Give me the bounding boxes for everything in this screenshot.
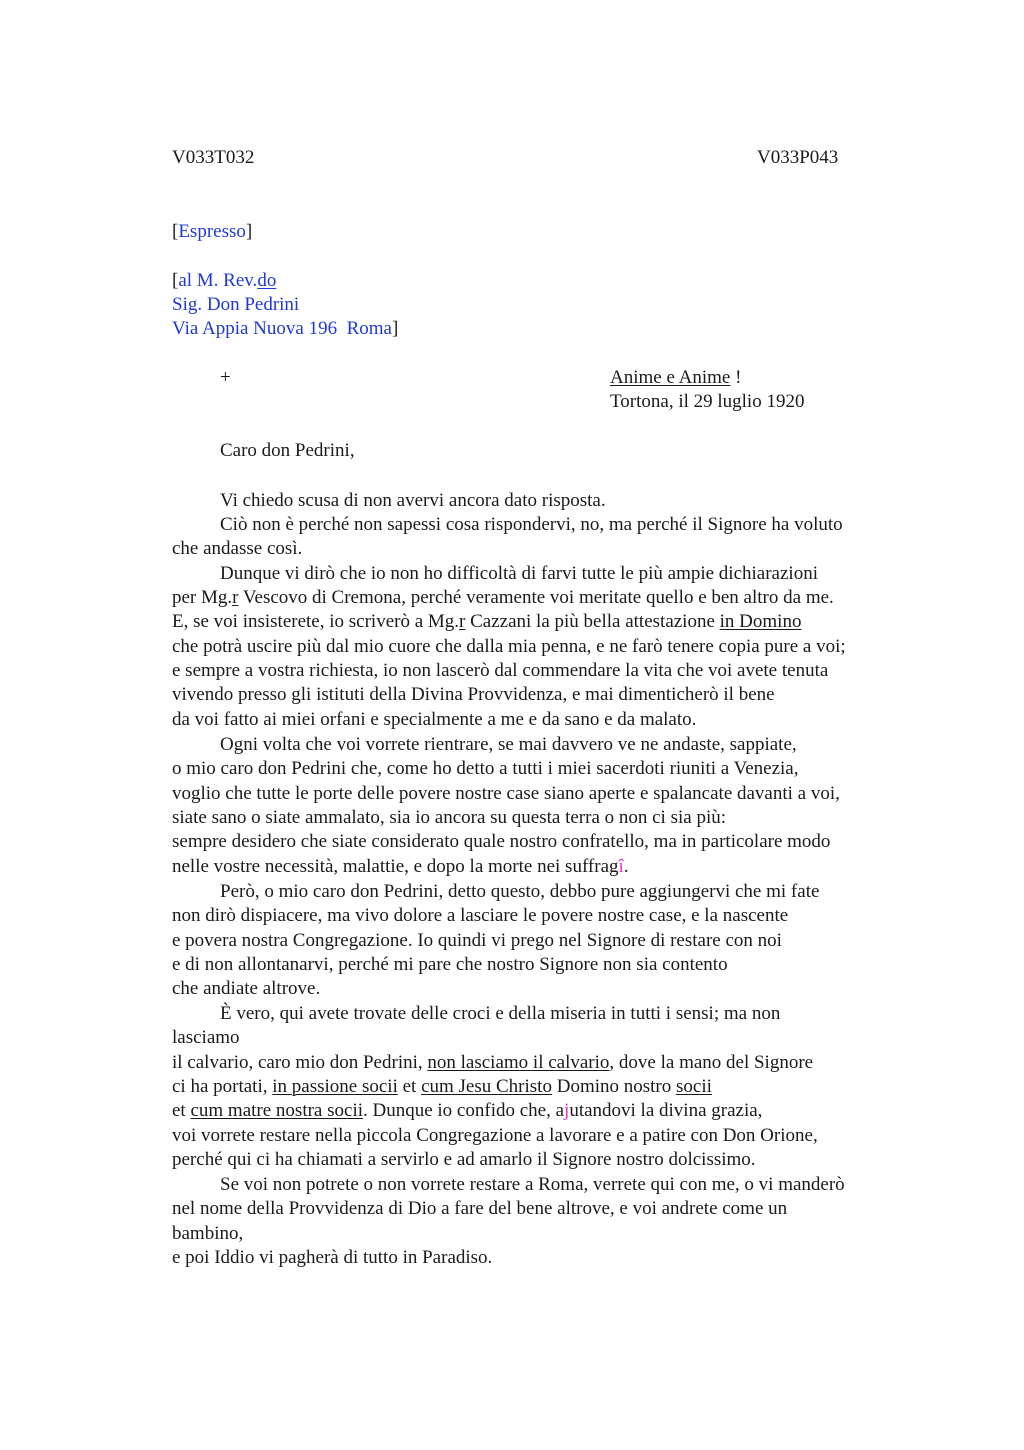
- body-line: nelle vostre necessità, malattie, e dopo la morte nei suffragî.: [172, 856, 629, 877]
- body-line: Se voi non potrete o non vorrete restare a Roma, verrete qui con me, o vi manderò: [220, 1174, 845, 1195]
- body-line: ci ha portati, in passione socii et cum Jesu Christo Domino nostro socii: [172, 1076, 712, 1097]
- salutation: Caro don Pedrini,: [220, 440, 355, 461]
- body-line: e di non allontanarvi, perché mi pare che nostro Signore non sia contento: [172, 954, 728, 975]
- body-line: Ogni volta che voi vorrete rientrare, se mai davvero ve ne andaste, sappiate,: [220, 734, 797, 755]
- cross-symbol: +: [220, 367, 231, 388]
- body-line: da voi fatto ai miei orfani e specialmente a me e da sano e da malato.: [172, 709, 697, 730]
- body-line: bambino,: [172, 1223, 244, 1244]
- document-code-left: V033T032: [172, 147, 255, 168]
- body-line: non dirò dispiacere, ma vivo dolore a lasciare le povere nostre case, e la nascente: [172, 905, 789, 926]
- body-line: nel nome della Provvidenza di Dio a fare del bene altrove, e voi andrete come un: [172, 1198, 788, 1219]
- document-code-right: V033P043: [757, 147, 839, 168]
- body-line: et cum matre nostra socii. Dunque io confido che, ajutandovi la divina grazia,: [172, 1100, 763, 1121]
- body-line: e sempre a vostra richiesta, io non lascerò dal commendare la vita che voi avete tenuta: [172, 660, 829, 681]
- body-line: e povera nostra Congregazione. Io quindi vi prego nel Signore di restare con noi: [172, 930, 782, 951]
- body-line: Ciò non è perché non sapessi cosa rispondervi, no, ma perché il Signore ha voluto: [220, 514, 843, 535]
- body-line: voglio che tutte le porte delle povere nostre case siano aperte e spalancate davanti a voi,: [172, 783, 840, 804]
- place-date: Tortona, il 29 luglio 1920: [610, 391, 805, 412]
- body-line: E, se voi insisterete, io scriverò a Mg.r Cazzani la più bella attestazione in Domino: [172, 611, 802, 632]
- address-line-2: Sig. Don Pedrini: [172, 294, 300, 315]
- body-line: che andiate altrove.: [172, 978, 321, 999]
- body-line: vivendo presso gli istituti della Divina Provvidenza, e mai dimenticherò il bene: [172, 684, 775, 705]
- body-line: il calvario, caro mio don Pedrini, non lasciamo il calvario, dove la mano del Signore: [172, 1052, 814, 1073]
- body-line: per Mg.r Vescovo di Cremona, perché veramente voi meritate quello e ben altro da me.: [172, 587, 834, 608]
- body-line: lasciamo: [172, 1027, 240, 1048]
- address-line-3: Via Appia Nuova 196 Roma]: [172, 318, 399, 339]
- body-line: e poi Iddio vi pagherà di tutto in Paradiso.: [172, 1247, 493, 1268]
- body-line: perché qui ci ha chiamati a servirlo e ad amarlo il Signore nostro dolcissimo.: [172, 1149, 756, 1170]
- espresso-note: [Espresso]: [172, 221, 253, 242]
- body-line: sempre desidero che siate considerato quale nostro confratello, ma in particolare modo: [172, 831, 831, 852]
- motto: Anime e Anime !: [610, 367, 742, 388]
- body-line: che potrà uscire più dal mio cuore che dalla mia penna, e ne farò tenere copia pure a voi;: [172, 636, 846, 657]
- address-line-1: [al M. Rev.do: [172, 270, 277, 291]
- body-line: che andasse così.: [172, 538, 303, 559]
- body-line: siate sano o siate ammalato, sia io ancora su questa terra o non ci sia più:: [172, 807, 726, 828]
- body-line: o mio caro don Pedrini che, come ho detto a tutti i miei sacerdoti riuniti a Venezia,: [172, 758, 799, 779]
- body-line: Dunque vi dirò che io non ho difficoltà di farvi tutte le più ampie dichiarazioni: [220, 563, 818, 584]
- body-line: Vi chiedo scusa di non avervi ancora dato risposta.: [220, 490, 606, 511]
- body-line: voi vorrete restare nella piccola Congregazione a lavorare e a patire con Don Orione,: [172, 1125, 818, 1146]
- body-line: È vero, qui avete trovate delle croci e della miseria in tutti i sensi; ma non: [220, 1003, 781, 1024]
- body-line: Però, o mio caro don Pedrini, detto questo, debbo pure aggiungervi che mi fate: [220, 881, 820, 902]
